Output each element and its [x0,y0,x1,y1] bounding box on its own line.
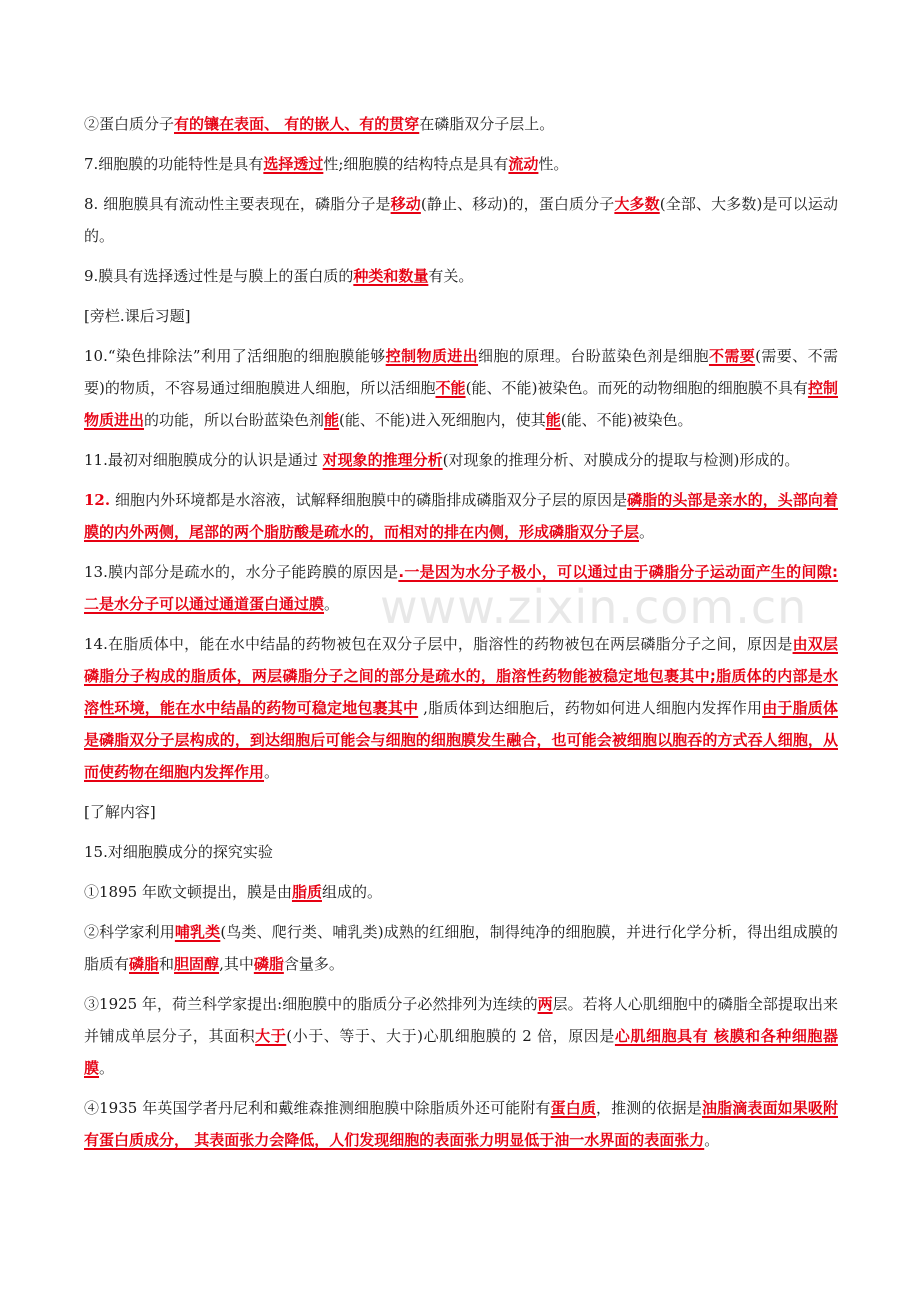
body-text: 在磷脂双分子层上。 [419,115,555,133]
body-text: [旁栏.课后习题] [84,307,191,325]
body-text: ,脂质体到达细胞后，药物如何进人细胞内发挥作用 [418,699,763,717]
body-text: 细胞的原理。台盼蓝染色剂是细胞 [478,347,709,365]
paragraph-p2 [84,148,838,180]
answer-text: 大于 [255,1027,287,1045]
answer-text: 胆固醇 [174,955,220,973]
answer-text: 不能 [435,379,466,397]
answer-text: 脂质 [291,883,322,901]
answer-text: 对现象的推理分析 [322,451,443,469]
body-text: (需要、不需要)的物质，不容易通过细胞膜进人细胞，所以活细胞 [84,347,838,397]
paragraph-p6 [84,340,838,436]
body-text: 10.“染色排除法”利用了活细胞的细胞膜能够 [84,347,386,365]
body-text: 。 [704,1131,720,1149]
paragraph-p3 [84,188,838,252]
body-text: ①1895 年欧文顿提出，膜是由 [84,883,292,901]
paragraph-p5 [84,300,838,332]
answer-text: 有的镶在表面、 有的嵌人、有的贯穿 [174,115,420,133]
body-text: ②科学家利用 [84,923,175,941]
body-text: 7.细胞膜的功能特性是具有 [84,155,264,173]
answer-text: .一是因为水分子极小，可以通过由于磷脂分子运动面产生的间隙:二是水分子可以通过通道蛋白通过膜 [84,563,838,613]
body-text: 。 [264,763,280,781]
body-text: 和 [159,955,175,973]
answer-text: 能 [324,411,340,429]
body-text: (能、不能)被染色。而死的动物细胞的细胞膜不具有 [465,379,808,397]
body-text: ，推测的依据是 [596,1099,702,1117]
body-text: (小于、等于、大于)心肌细胞膜的 2 倍，原因是 [286,1027,615,1045]
answer-text: 心肌细胞具有 核膜和各种细胞器膜 [84,1027,838,1077]
paragraph-p16 [84,1092,838,1156]
body-text: (鸟类、爬行类、哺乳类)成熟的红细胞，制得纯净的细胞膜，并进行化学分析，得出组成膜的脂质有 [84,923,838,973]
paragraph-p9 [84,556,838,620]
answer-text: 磷脂 [129,955,160,973]
body-text: 。 [99,1059,115,1077]
body-text: 15.对细胞膜成分的探究实验 [84,843,273,861]
body-text: 14.在脂质体中，能在水中结晶的药物被包在双分子层中，脂溶性的药物被包在两层磷脂分子之间，原因是 [84,635,793,653]
paragraph-p7 [84,444,838,476]
answer-text: 哺乳类 [174,923,221,941]
answer-text: 移动 [390,195,421,213]
body-text: 。 [639,523,655,541]
answer-text: 控制物质进出 [84,379,838,429]
body-text: 性。 [538,155,569,173]
answer-text: 流动 [508,155,539,173]
paragraph-p12 [84,836,838,868]
body-text: ②蛋白质分子 [84,115,175,133]
body-text: (全部、大多数)是可以运动的。 [84,195,838,245]
paragraph-p10 [84,628,838,788]
answer-text: 能 [545,411,561,429]
answer-text: 选择透过 [263,155,324,173]
answer-text: 不需要 [708,347,756,365]
body-text: (能、不能)进入死细胞内，使其 [339,411,546,429]
body-text: ,其中 [219,955,254,973]
body-text: 有关。 [428,267,474,285]
paragraph-p1 [84,108,838,140]
body-text: ④1935 年英国学者丹尼利和戴维森推测细胞膜中除脂质外还可能附有 [84,1099,551,1117]
body-text: 8. 细胞膜具有流动性主要表现在，磷脂分子是 [84,195,391,213]
answer-text: 磷脂 [253,955,284,973]
question-number: 12. [84,491,111,509]
answer-text: 大多数 [614,195,660,213]
body-text: 。 [324,595,340,613]
body-text: 性;细胞膜的结构特点是具有 [323,155,509,173]
paragraph-p15 [84,988,838,1084]
body-text: 组成的。 [321,883,382,901]
answer-text: 油脂滴表面如果吸附有蛋白质成分， 其表面张力会降低，人们发现细胞的表面张力明显低于油一水界面的表面张力 [84,1099,838,1149]
document-page [84,108,838,1164]
answer-text: 由双层磷脂分子构成的脂质体，两层磷脂分子之间的部分是疏水的，脂溶性药物能被稳定地包裹其中;脂质体的内部是水溶性环境，能在水中结晶的药物可稳定地包裹其中 [84,635,838,717]
body-text: 11.最初对细胞膜成分的认识是通过 [84,451,323,469]
body-text: 9.膜具有选择透过性是与膜上的蛋白质的 [84,267,354,285]
body-text: [了解内容] [84,803,156,821]
answer-text: 两 [537,995,553,1013]
body-text: 的功能，所以台盼蓝染色剂 [144,411,325,429]
body-text: 13.膜内部分是疏水的，水分子能跨膜的原因是 [84,563,399,581]
body-text: ③1925 年，荷兰科学家提出:细胞膜中的脂质分子必然排列为连续的 [84,995,538,1013]
paragraph-p13 [84,876,838,908]
answer-text: 蛋白质 [550,1099,597,1117]
body-text: 含量多。 [283,955,344,973]
answer-text: 控制物质进出 [385,347,479,365]
paragraph-p14 [84,916,838,980]
body-text: (对现象的推理分析、对膜成分的提取与检测)形成的。 [442,451,800,469]
paragraph-p4 [84,260,838,292]
watermark: www.zixin.com.cn [380,580,808,634]
answer-text: 种类和数量 [353,267,429,285]
answer-text: 由于脂质体是磷脂双分子层构成的，到达细胞后可能会与细胞的细胞膜发生融合，也可能会被细胞以胞吞的方式吞人细胞，从而使药物在细胞内发挥作用 [84,699,838,781]
body-text: (能、不能)被染色。 [560,411,693,429]
body-text: (静止、移动)的，蛋白质分子 [420,195,615,213]
paragraph-p8 [84,484,838,548]
paragraph-p11 [84,796,838,828]
answer-text: 磷脂的头部是亲水的，头部向着膜的内外两侧，尾部的两个脂肪酸是疏水的，而相对的排在内侧，形成磷脂双分子层 [84,491,838,541]
body-text: 层。若将人心肌细胞中的磷脂全部提取出来并铺成单层分子，其面积 [84,995,838,1045]
body-text: 细胞内外环境都是水溶液，试解释细胞膜中的磷脂排成磷脂双分子层的原因是 [110,491,628,509]
